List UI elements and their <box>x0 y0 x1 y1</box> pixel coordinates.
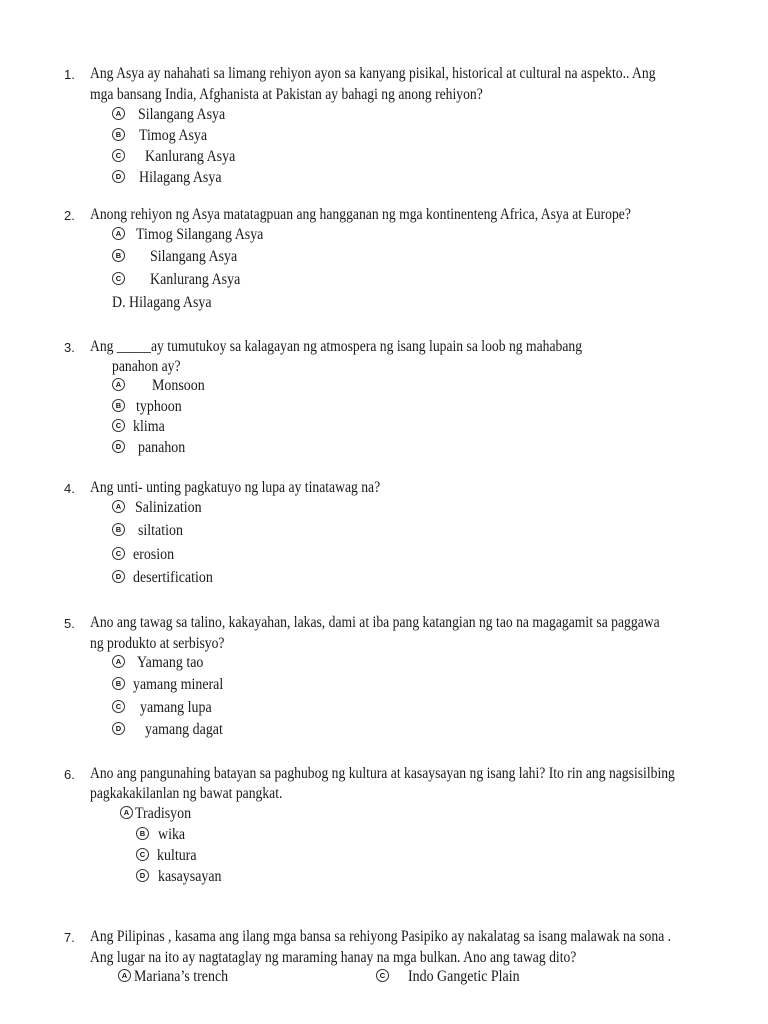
question-number: 3. <box>64 340 75 355</box>
option-bubble[interactable]: A <box>112 655 125 668</box>
option-bubble[interactable]: A <box>120 806 133 819</box>
option-bubble[interactable]: A <box>112 500 125 513</box>
option-label: Yamang tao <box>137 654 204 671</box>
question-number: 5. <box>64 616 75 631</box>
option-bubble[interactable]: C <box>112 419 125 432</box>
option-label: Tradisyon <box>135 805 192 822</box>
option-label: Timog Asya <box>139 127 208 144</box>
option-label: Hilagang Asya <box>139 169 222 186</box>
option-label: erosion <box>133 546 175 563</box>
option-bubble[interactable]: A <box>112 107 125 120</box>
option-bubble[interactable]: A <box>112 378 125 391</box>
question-text-line: Ang Asya ay nahahati sa limang rehiyon ayon sa kanyang pisikal, historical at cultural na aspekto.. Ang <box>90 65 656 82</box>
question-text-line: Ano ang tawag sa talino, kakayahan, lakas, dami at iba pang katangian ng tao na magagamit sa paggawa <box>90 614 660 631</box>
option-label: Mariana’s trench <box>134 968 229 985</box>
question-number: 4. <box>64 481 75 496</box>
option-label: kultura <box>157 847 197 864</box>
option-bubble[interactable]: B <box>112 677 125 690</box>
option-bubble[interactable]: A <box>118 969 131 982</box>
option-bubble[interactable]: B <box>112 128 125 141</box>
option-bubble[interactable]: D <box>136 869 149 882</box>
option-label: klima <box>133 418 165 435</box>
question-text-line: Ang unti- unting pagkatuyo ng lupa ay tinatawag na? <box>90 479 381 496</box>
question-number: 6. <box>64 767 75 782</box>
option-bubble[interactable]: C <box>112 547 125 560</box>
question-text-line: pagkakakilanlan ng bawat pangkat. <box>90 785 283 802</box>
option-bubble[interactable]: A <box>112 227 125 240</box>
option-bubble[interactable]: C <box>112 700 125 713</box>
option-bubble[interactable]: C <box>376 969 389 982</box>
option-label: Kanlurang Asya <box>150 271 241 288</box>
question-text-line: ng produkto at serbisyo? <box>90 635 225 652</box>
option-label: Salinization <box>135 499 202 516</box>
question-text-line: Ang lugar na ito ay nagtataglay ng maraming hanay na mga bulkan. Ano ang tawag dito? <box>90 949 577 966</box>
option-bubble[interactable]: D <box>112 170 125 183</box>
question-text-line: mga bansang India, Afghanista at Pakistan ay bahagi ng anong rehiyon? <box>90 86 483 103</box>
option-bubble[interactable]: C <box>136 848 149 861</box>
option-label: typhoon <box>136 398 182 415</box>
question-number: 7. <box>64 930 75 945</box>
question-number: 2. <box>64 208 75 223</box>
option-label: Timog Silangang Asya <box>136 226 264 243</box>
option-bubble[interactable]: B <box>112 249 125 262</box>
question-number: 1. <box>64 67 75 82</box>
question-text-line: Ano ang pangunahing batayan sa paghubog ng kultura at kasaysayan ng isang lahi? Ito rin ang nagsisilbing <box>90 765 675 782</box>
option-label: panahon <box>138 439 186 456</box>
option-label: yamang dagat <box>145 721 223 738</box>
question-text-line: Anong rehiyon ng Asya matatagpuan ang hangganan ng mga kontinenteng Africa, Asya at Europe? <box>90 206 631 223</box>
option-bubble[interactable]: C <box>112 149 125 162</box>
option-bubble[interactable]: C <box>112 272 125 285</box>
option-bubble[interactable]: D <box>112 440 125 453</box>
option-label: Silangang Asya <box>138 106 226 123</box>
option-bubble[interactable]: D <box>112 722 125 735</box>
option-label: Monsoon <box>152 377 205 394</box>
option-bubble[interactable]: B <box>112 523 125 536</box>
option-label: wika <box>158 826 186 843</box>
question-text-line: Ang _____ay tumutukoy sa kalagayan ng atmospera ng isang lupain sa loob ng mahabang <box>90 338 583 355</box>
question-text-line: panahon ay? <box>112 358 181 375</box>
option-label: desertification <box>133 569 213 586</box>
option-label: Indo Gangetic Plain <box>408 968 520 985</box>
option-label: Silangang Asya <box>150 248 238 265</box>
option-bubble[interactable]: B <box>112 399 125 412</box>
question-text-line: Ang Pilipinas , kasama ang ilang mga bansa sa rehiyong Pasipiko ay nakalatag sa isang malawak na sona . <box>90 928 672 945</box>
option-label: yamang lupa <box>140 699 212 716</box>
option-bubble[interactable]: D <box>112 570 125 583</box>
option-label: D. Hilagang Asya <box>112 294 212 311</box>
option-label: Kanlurang Asya <box>145 148 236 165</box>
option-label: siltation <box>138 522 183 539</box>
option-label: yamang mineral <box>133 676 224 693</box>
option-label: kasaysayan <box>158 868 222 885</box>
option-bubble[interactable]: B <box>136 827 149 840</box>
